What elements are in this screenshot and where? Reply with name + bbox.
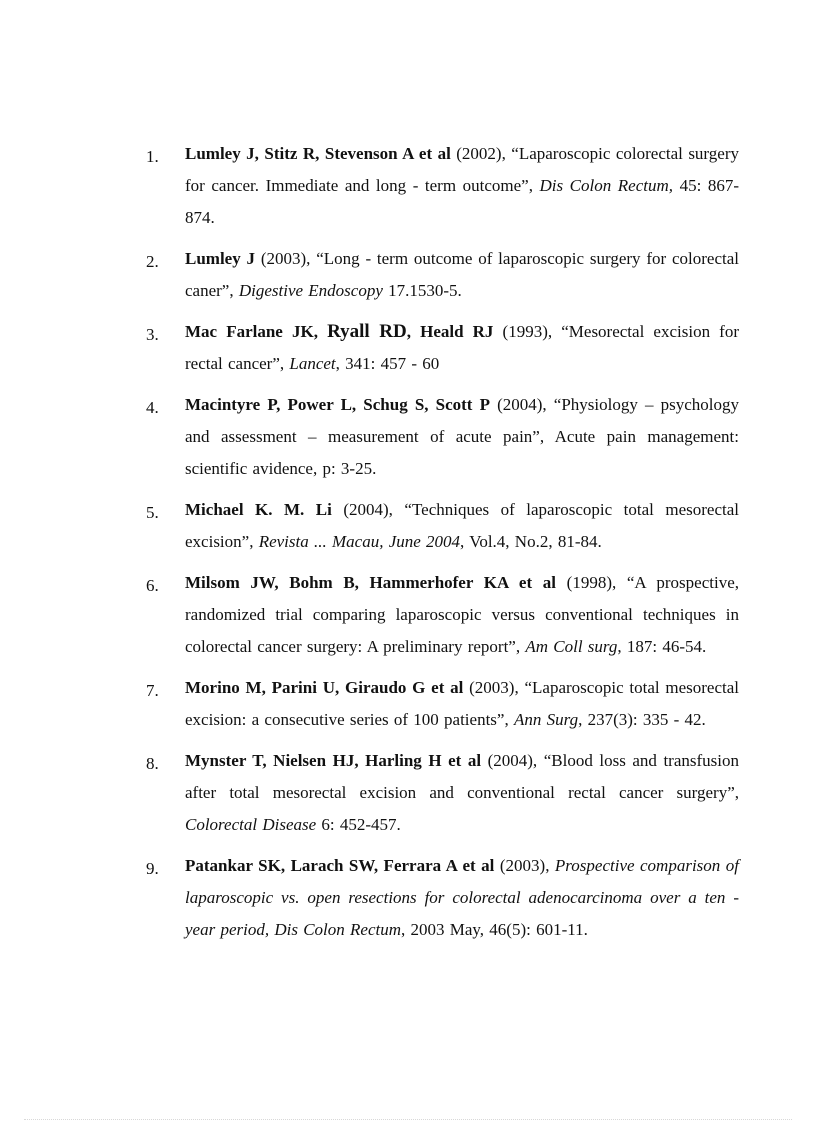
reference-year: (2002), <box>450 144 512 163</box>
reference-number: 8. <box>146 754 159 773</box>
page-bottom-divider <box>24 1119 792 1120</box>
reference-list <box>146 138 739 955</box>
reference-item <box>146 494 739 558</box>
reference-year: (2003), <box>494 856 555 875</box>
reference-text <box>185 389 739 485</box>
reference-year: (2004), <box>331 500 405 519</box>
reference-year: (2003), <box>255 249 317 268</box>
reference-details: , 187: 46-54. <box>617 637 707 656</box>
reference-text <box>185 316 739 380</box>
reference-authors: Milsom JW, Bohm B, Hammerhofer KA et al <box>185 573 557 592</box>
reference-authors: Macintyre P, Power L, Schug S, Scott P <box>185 395 490 414</box>
reference-number: 4. <box>146 398 159 417</box>
reference-text <box>185 494 739 558</box>
reference-authors: Patankar SK, Larach SW, Ferrara A et al <box>185 856 495 875</box>
reference-title: “Physiology – psychology and assessment – measurement of acute pain”, Acute pain management: scientific avidence, p: 3-25. <box>185 395 739 478</box>
reference-year: (2004), <box>489 395 554 414</box>
reference-source: Digestive Endoscopy <box>238 281 383 300</box>
reference-source: Prospective comparison of laparoscopic vs. open resections for colorectal adenocarcinoma over a ten - year period, Dis Colon Rectum <box>185 856 739 939</box>
reference-title: “Long - term outcome of laparoscopic surgery for colorectal caner”, <box>185 249 739 300</box>
reference-authors: Lumley J, Stitz R, Stevenson A et al <box>185 144 451 163</box>
reference-title: “Laparoscopic total mesorectal excision: a consecutive series of 100 patients”, <box>185 678 739 729</box>
reference-year: (1993), <box>493 322 562 341</box>
reference-authors: Morino M, Parini U, Giraudo G et al <box>185 678 464 697</box>
reference-authors: , Heald RJ <box>406 322 494 341</box>
reference-year: (1998), <box>556 573 627 592</box>
reference-details: 6: 452-457. <box>316 815 401 834</box>
reference-source: Colorectal Disease <box>185 815 317 834</box>
reference-details: , Vol.4, No.2, 81-84. <box>460 532 602 551</box>
reference-number: 5. <box>146 503 159 522</box>
reference-text <box>185 745 739 841</box>
reference-item <box>146 567 739 663</box>
reference-text <box>185 850 739 946</box>
reference-text <box>185 672 739 736</box>
reference-item <box>146 138 739 234</box>
reference-source: Ann Surg <box>513 710 579 729</box>
reference-item <box>146 672 739 736</box>
reference-item <box>146 389 739 485</box>
reference-title: “Laparoscopic colorectal surgery for cancer. Immediate and long - term outcome”, <box>185 144 739 195</box>
reference-source: Revista ... Macau, June 2004 <box>258 532 461 551</box>
reference-details: 45: 867-874. <box>185 176 740 227</box>
reference-title: “Techniques of laparoscopic total mesorectal excision”, <box>185 500 739 551</box>
reference-item <box>146 745 739 841</box>
reference-authors: Ryall RD <box>327 321 407 342</box>
reference-details: 17.1530-5. <box>382 281 462 300</box>
reference-authors: Lumley J <box>185 249 256 268</box>
reference-authors: Mynster T, Nielsen HJ, Harling H et al <box>185 751 482 770</box>
reference-text <box>185 567 739 663</box>
reference-details: , 2003 May, 46(5): 601-11. <box>401 920 588 939</box>
reference-details: , 237(3): 335 - 42. <box>578 710 706 729</box>
reference-year: (2004), <box>481 751 544 770</box>
reference-text <box>185 138 739 234</box>
reference-number: 2. <box>146 252 159 271</box>
reference-title: “Blood loss and transfusion after total mesorectal excision and conventional rectal cancer surgery”, <box>185 751 739 802</box>
reference-number: 6. <box>146 576 159 595</box>
reference-title: “A prospective, randomized trial comparing laparoscopic versus conventional techniques in colorectal cancer surgery: A preliminary report”, <box>185 573 740 656</box>
reference-authors: Michael K. M. Li <box>185 500 332 519</box>
reference-item <box>146 316 739 380</box>
reference-authors: Mac Farlane JK, <box>185 322 328 341</box>
reference-number: 3. <box>146 325 159 344</box>
reference-text <box>185 243 739 307</box>
reference-number: 1. <box>146 147 159 166</box>
reference-year: (2003), <box>463 678 525 697</box>
reference-source: Am Coll surg <box>525 637 618 656</box>
reference-number: 9. <box>146 859 159 878</box>
reference-item <box>146 850 739 946</box>
reference-number: 7. <box>146 681 159 700</box>
reference-source: Dis Colon Rectum, <box>539 176 674 195</box>
reference-item <box>146 243 739 307</box>
reference-source: Lancet <box>289 354 336 373</box>
reference-details: , 341: 457 - 60 <box>335 354 440 373</box>
reference-title: “Mesorectal excision for rectal cancer”, <box>185 322 739 373</box>
